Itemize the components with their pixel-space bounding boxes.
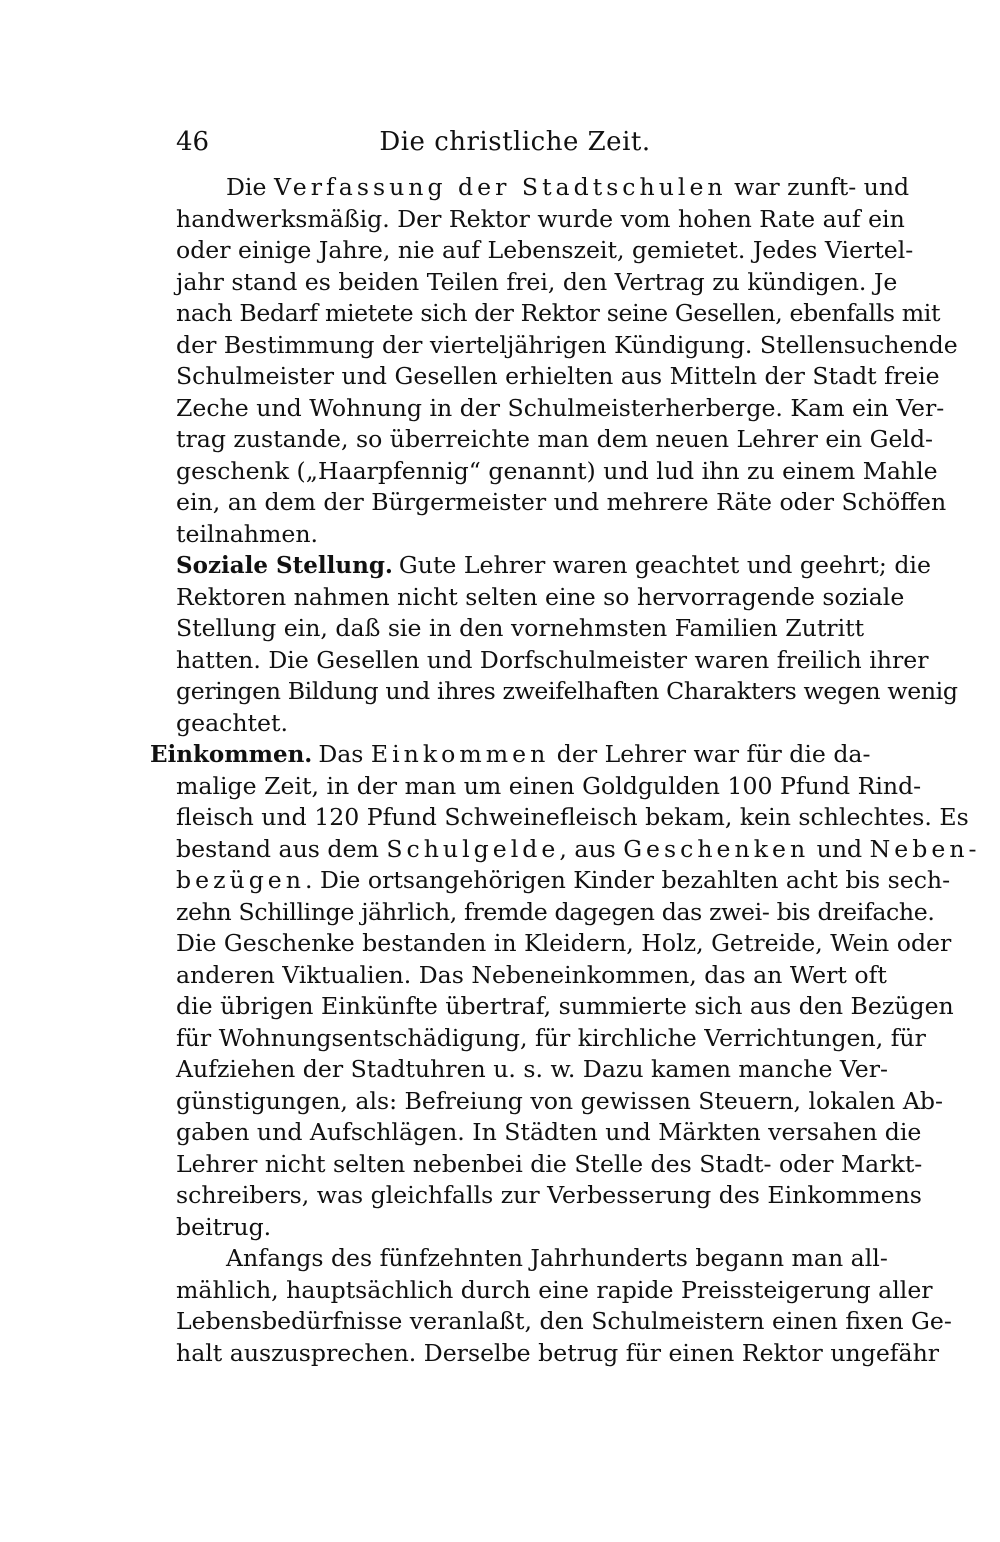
text-line: Zeche und Wohnung in der Schulmeisterherberge. Kam ein Ver- [176,393,945,422]
text-line: nach Bedarf mietete sich der Rektor seine Gesellen, ebenfalls mit [176,299,941,327]
text-line: Stellung ein, daß sie in den vornehmsten Familien Zutritt [176,614,865,642]
text-line: Lebensbedürfnisse veranlaßt, den Schulmeistern einen fixen Ge- [176,1307,952,1335]
spaced-emphasis: Schulgelde [386,834,560,863]
spaced-emphasis: Verfassung der Stadtschulen [273,173,727,201]
text-line: Die Geschenke bestanden in Kleidern, Holz, Getreide, Wein oder [176,929,952,957]
text-line [176,172,910,204]
text-line: gaben und Aufschlägen. In Städten und Märkten versahen die [176,1118,922,1146]
text-line: geschenk („Haarpfennig“ genannt) und lud ihn zu einem Mahle [176,456,938,485]
paragraph-einkommen [150,739,981,1243]
page-number: 46 [176,127,210,157]
text-line: für Wohnungsentschädigung, für kirchliche Verrichtungen, für [176,1023,926,1052]
text-line: ein, an dem der Bürgermeister und mehrere Räte oder Schöffen [176,488,947,516]
text-run: . Die ortsangehörigen Kinder bezahlten acht bis sech- [304,866,951,894]
text-line: zehn Schillinge jährlich, fremde dagegen das zwei- bis dreifache. [176,897,935,926]
text-line: der Bestimmung der vierteljährigen Kündigung. Stellensuchende [176,330,958,359]
text-line: jahr stand es beiden Teilen frei, den Vertrag zu kündigen. Je [176,267,898,296]
text-line: trag zustande, so überreichte man dem neuen Lehrer ein Geld- [176,425,934,453]
running-head: Die christliche Zeit. [379,127,651,157]
text-line [176,865,951,897]
text-line: beitrug. [176,1212,272,1241]
text-line: mählich, hauptsächlich durch eine rapide Preissteigerung aller [176,1275,933,1304]
text-line: günstigungen, als: Befreiung von gewissen Steuern, lokalen Ab- [176,1086,943,1115]
text-line [176,550,931,582]
text-line: handwerksmäßig. Der Rektor wurde vom hohen Rate auf ein [176,204,905,233]
text-line: Lehrer nicht selten nebenbei die Stelle des Stadt- oder Markt- [176,1149,923,1178]
text-run: war zunft- und [726,173,910,201]
text-line: geachtet. [176,708,288,737]
text-line: Anfangs des fünfzehnten Jahrhunderts begann man all- [226,1244,888,1272]
text-line: malige Zeit, in der man um einen Goldgulden 100 Pfund Rind- [176,771,922,800]
text-line: die übrigen Einkünfte übertraf, summierte sich aus den Bezügen [176,992,954,1020]
text-line [176,834,981,866]
paragraph-anfangs [176,1243,952,1369]
text-line: fleisch und 120 Pfund Schweinefleisch bekam, kein schlechtes. Es [176,803,969,831]
text-line: halt auszusprechen. Derselbe betrug für einen Rektor ungefähr [176,1338,940,1367]
spaced-emphasis: Geschenken [623,834,810,863]
spaced-emphasis: bezügen [176,866,305,894]
text-line: geringen Bildung und ihres zweifelhaften Charakters wegen wenig [176,677,958,705]
text-run: , aus [559,834,624,863]
body-text [150,172,981,1369]
text-line: anderen Viktualien. Das Nebeneinkommen, das an Wert oft [176,960,887,989]
text-line: Aufziehen der Stadtuhren u. s. w. Dazu kamen manche Ver- [176,1055,889,1083]
text-line [150,739,871,771]
text-line: teilnahmen. [176,519,319,548]
spaced-emphasis: Neben- [869,834,981,863]
text-run: der Lehrer war für die da- [549,740,871,768]
text-line: Schulmeister und Gesellen erhielten aus Mitteln der Stadt freie [176,362,940,390]
paragraph-soziale-stellung [176,550,958,739]
text-line: Rektoren nahmen nicht selten eine so hervorragende soziale [176,582,905,611]
spaced-emphasis: Einkommen [370,740,550,768]
text-line: schreibers, was gleichfalls zur Verbesserung des Einkommens [176,1181,922,1209]
text-line: hatten. Die Gesellen und Dorfschulmeister waren freilich ihrer [176,645,929,674]
text-run: Die [226,173,274,201]
paragraph-verfassung [176,172,958,550]
text-run: bestand aus dem [176,834,387,863]
section-heading: Einkommen. [150,741,313,768]
section-heading: Soziale Stellung. [176,552,393,579]
text-run: Gute Lehrer waren geachtet und geehrt; die [398,551,931,579]
text-run: Das [318,740,371,768]
text-line: oder einige Jahre, nie auf Lebenszeit, gemietet. Jedes Viertel- [176,236,914,264]
page-header [176,122,854,162]
text-run: und [809,834,870,863]
